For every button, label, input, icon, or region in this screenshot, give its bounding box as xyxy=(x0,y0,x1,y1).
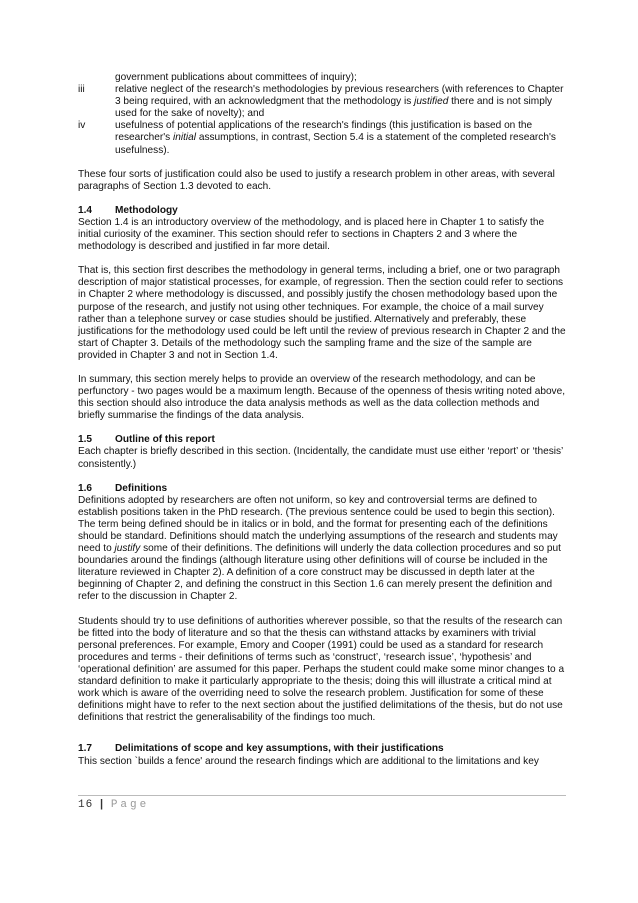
page-number-label xyxy=(78,799,566,811)
paragraph: That is, this section first describes the methodology in general terms, including a brief, one or two paragraph description of major statistical processes, for example, of regression. Then the section could refer to sections in Chapter 2 where methodology is discussed, and possibly justify the chosen methodology based upon the purpose of the research, and justify not using other techniques. For example, the choice of a mail survey rather than a telephone survey or case studies should be justified. Alternatively and preferably, these justifications for the methodology used could be left until the review of previous research in Chapter 2 and the start of Chapter 3. Details of the methodology such the sampling frame and the size of the sample are provided in Chapter 3 and not in Section 1.4. xyxy=(78,265,566,361)
footer-separator: | xyxy=(98,799,106,811)
page-footer xyxy=(78,795,566,811)
emphasis: justify xyxy=(114,543,141,555)
section-heading-1-6 xyxy=(78,483,566,495)
paragraph: Section 1.4 is an introductory overview of the methodology, and is placed here in Chapter 1 to satisfy the initial curiosity of the examiner. This section should refer to sections in Chapters 2 and 3 where the methodology is described and justified in far more detail. xyxy=(78,216,545,253)
emphasis: justified xyxy=(414,96,449,108)
paragraph: Each chapter is briefly described in this section. (Incidentally, the candidate must use either ‘report’ or ‘thesis’ consistently.) xyxy=(78,446,563,470)
list-number: iii xyxy=(78,84,85,96)
section-heading-1-7 xyxy=(78,743,566,755)
document-page xyxy=(78,72,566,768)
section-number: 1.6 xyxy=(78,482,93,494)
paragraph: This section `builds a fence' around the research findings which are additional to the limitations and key xyxy=(78,755,539,767)
list-item-iv xyxy=(78,120,566,156)
section-heading-1-4 xyxy=(78,205,566,217)
section-title: Methodology xyxy=(115,204,178,216)
section-number: 1.5 xyxy=(78,434,93,446)
list-number: iv xyxy=(78,120,86,132)
paragraph: Definitions adopted by researchers are often not uniform, so key and controversial terms are defined to establish positions taken in the PhD research. (The previous sentence could be used to begin this section). The term being defined should be in italics or in bold, and the format for presenting each of the definitions should be standard. Definitions should match the underlying assumptions of the research and students may need to justify some of their definitions. The definitions will underly the data collection procedures and so put boundaries around the findings (although literature using other definitions will of course be included in the literature reviewed in Chapter 2). A definition of a core construct may be discussed in depth later at the beginning of Chapter 2, and defining the construct in this Section 1.6 can merely present the definition and refer to the discussion in Chapter 2. xyxy=(78,494,561,603)
emphasis: initial xyxy=(173,132,197,144)
section-number: 1.7 xyxy=(78,743,93,755)
paragraph: In summary, this section merely helps to provide an overview of the research methodology, and can be perfunctory - two pages would be a maximum length. Because of the openness of thesis writing noted above, this section should also introduce the data analysis methods as well as the data collection methods and briefly summarise the findings of the data analysis. xyxy=(78,373,566,422)
section-title: Definitions xyxy=(115,482,168,494)
paragraph: Students should try to use definitions of authorities wherever possible, so that the results of the research can be fitted into the body of literature and so that the thesis can withstand attacks by examiners with trivial personal preferences. For example, Emory and Cooper (1991) could be used as a standard for research procedures and terms - their definitions of terms such as ‘construct’, ‘research issue’, ‘hypothesis’ and ‘operational definition’ are assumed for this paper. Perhaps the student could make some minor changes to a standard definition to make it particularly appropriate to the thesis; doing this will illustrate a critical mind at work which is aware of the overriding need to solve the research problem. Justification for some of these definitions might have to refer to the next section about the justified delimitations of the thesis, but do not use definitions that restrict the generalisability of the findings too much. xyxy=(78,615,565,724)
paragraph: These four sorts of justification could also be used to justify a research problem in other areas, with several paragraphs of Section 1.3 devoted to each. xyxy=(78,168,555,192)
list-item-iii xyxy=(78,84,566,120)
section-title: Delimitations of scope and key assumptions, with their justifications xyxy=(115,743,444,755)
section-title: Outline of this report xyxy=(115,434,215,446)
page-number: 16 xyxy=(78,799,94,811)
list-continuation: government publications about committees of inquiry); xyxy=(115,72,357,83)
section-number: 1.4 xyxy=(78,204,93,216)
section-heading-1-5 xyxy=(78,434,566,446)
page-word: Page xyxy=(110,799,150,811)
footer-divider xyxy=(78,795,566,796)
list-text: relative neglect of the research's methodologies by previous researchers (with references to Chapter 3 being required, with an acknowledgment that the methodology is justified there and is not simply used for the sake of novelty); and xyxy=(115,84,564,120)
list-text: usefulness of potential applications of the research's findings (this justification is based on the researcher's initial assumptions, in contrast, Section 5.4 is a statement of the completed research's usefulness). xyxy=(115,120,556,156)
